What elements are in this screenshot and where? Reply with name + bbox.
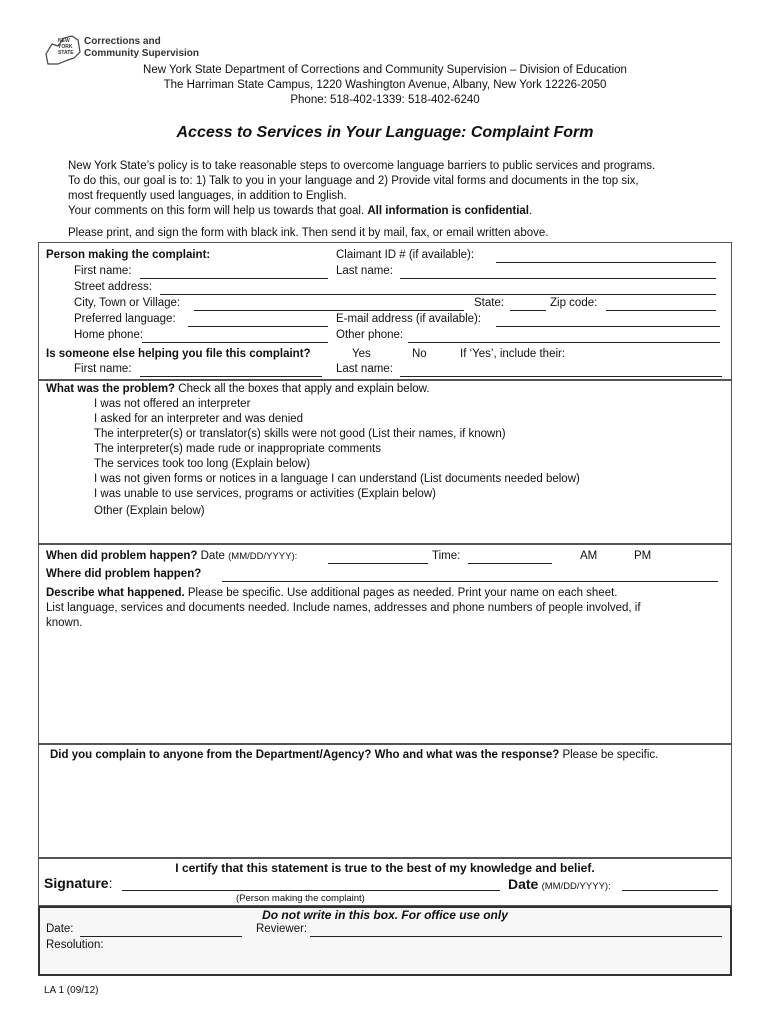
incident-date-field[interactable] [328, 563, 428, 564]
last-name-label: Last name: [336, 265, 393, 277]
form-code: LA 1 (09/12) [44, 985, 99, 996]
signature-date-label: Date (MM/DD/YYYY): [508, 876, 611, 892]
logo-state-text: NEW YORK STATE [58, 38, 74, 56]
city-label: City, Town or Village: [74, 297, 181, 309]
signature-label: Signature: [44, 875, 113, 891]
first-name-label: First name: [74, 265, 132, 277]
header-line3: Phone: 518-402-1339: 518-402-6240 [290, 94, 480, 106]
other-phone-field[interactable] [408, 342, 720, 343]
street-field[interactable] [160, 294, 716, 295]
header-line1: New York State Department of Corrections and Community Supervision – Division of Education [143, 64, 627, 76]
intro-p4: Your comments on this form will help us towards that goal. All information is confidential. [68, 205, 533, 217]
street-label: Street address: [74, 281, 152, 293]
home-phone-label: Home phone: [74, 329, 144, 341]
if-yes-label: If ‘Yes’, include their: [460, 348, 566, 360]
state-field[interactable] [510, 310, 546, 311]
incident-time-field[interactable] [468, 563, 552, 564]
problem-option[interactable]: I was unable to use services, programs or activities (Explain below) [94, 488, 436, 500]
email-field[interactable] [496, 326, 720, 327]
time-label: Time: [432, 550, 461, 562]
intro-p2: To do this, our goal is to: 1) Talk to you in your language and 2) Provide vital forms and documents in the top six, [68, 175, 639, 187]
signature-date-field[interactable] [622, 890, 718, 891]
logo-org-name: Corrections and Community Supervision [84, 36, 200, 59]
helper-first-name-label: First name: [74, 363, 132, 375]
office-date-label: Date: [46, 923, 74, 935]
office-date-field [80, 936, 242, 937]
problem-option[interactable]: The interpreter(s) made rude or inappropriate comments [94, 443, 381, 455]
reviewer-label: Reviewer: [256, 923, 308, 935]
intro-p3: most frequently used languages, in addition to English. [68, 190, 347, 202]
helping-no-option[interactable]: No [412, 348, 427, 360]
zip-label: Zip code: [550, 297, 598, 309]
agency-response-textarea[interactable] [44, 768, 724, 854]
helper-last-name-field[interactable] [400, 376, 722, 377]
where-field[interactable] [222, 581, 718, 582]
intro-p1: New York State’s policy is to take reasonable steps to overcome language barriers to public services and programs. [68, 160, 656, 172]
describe-line3: known. [46, 617, 83, 629]
pm-option[interactable]: PM [634, 550, 652, 562]
problem-heading: What was the problem? Check all the boxes that apply and explain below. [46, 383, 430, 395]
intro-p5: Please print, and sign the form with black ink. Then send it by mail, fax, or email written above. [68, 227, 549, 239]
helping-yes-option[interactable]: Yes [352, 348, 371, 360]
am-option[interactable]: AM [580, 550, 598, 562]
problem-option[interactable]: Other (Explain below) [94, 505, 205, 517]
resolution-label: Resolution: [46, 939, 104, 951]
where-label: Where did problem happen? [46, 568, 202, 580]
helper-last-name-label: Last name: [336, 363, 393, 375]
problem-option[interactable]: The services took too long (Explain below) [94, 458, 311, 470]
zip-field[interactable] [606, 310, 716, 311]
agency-question: Did you complain to anyone from the Department/Agency? Who and what was the response? Please be specific. [50, 749, 659, 761]
signature-field[interactable] [122, 890, 500, 891]
reviewer-field [310, 936, 722, 937]
office-use-heading: Do not write in this box. For office use only [262, 908, 508, 922]
other-phone-label: Other phone: [336, 329, 404, 341]
claimant-field[interactable] [496, 262, 716, 263]
state-label: State: [474, 297, 505, 309]
when-row: When did problem happen? Date (MM/DD/YYYY): [46, 550, 298, 562]
header-line2: The Harriman State Campus, 1220 Washington Avenue, Albany, New York 12226-2050 [163, 79, 607, 91]
signature-sublabel: (Person making the complaint) [236, 893, 365, 904]
helper-first-name-field[interactable] [140, 376, 322, 377]
pref-lang-label: Preferred language: [74, 313, 176, 325]
pref-lang-field[interactable] [188, 326, 328, 327]
home-phone-field[interactable] [142, 342, 328, 343]
certify-statement: I certify that this statement is true to the best of my knowledge and belief. [175, 861, 595, 875]
claimant-label: Claimant ID # (if available): [336, 249, 475, 261]
problem-option[interactable]: I asked for an interpreter and was denied [94, 413, 304, 425]
describe-line2: List language, services and documents needed. Include names, addresses and phone numbers of people involved, if [46, 602, 641, 614]
problem-option[interactable]: I was not given forms or notices in a language I can understand (List documents needed below) [94, 473, 580, 485]
email-label: E-mail address (if available): [336, 313, 482, 325]
last-name-field[interactable] [400, 278, 716, 279]
describe-textarea[interactable] [44, 634, 724, 738]
problem-option[interactable]: I was not offered an interpreter [94, 398, 251, 410]
person-heading: Person making the complaint: [46, 249, 211, 261]
first-name-field[interactable] [140, 278, 328, 279]
problem-option[interactable]: The interpreter(s) or translator(s) skills were not good (List their names, if known) [94, 428, 506, 440]
describe-line1: Describe what happened. Please be specific. Use additional pages as needed. Print your name on each sheet. [46, 587, 618, 599]
helping-question: Is someone else helping you file this complaint? [46, 348, 311, 360]
city-field[interactable] [194, 310, 464, 311]
form-title: Access to Services in Your Language: Complaint Form [176, 124, 594, 141]
